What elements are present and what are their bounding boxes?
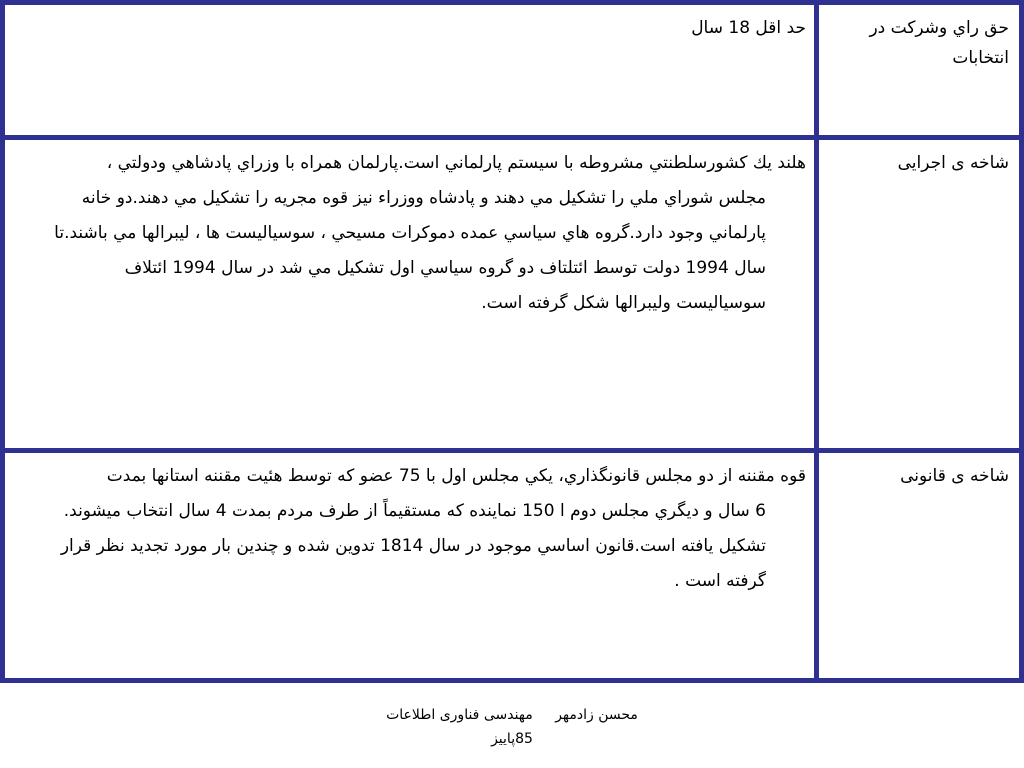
footer-author: محسن زادمهر	[555, 707, 638, 723]
row-content-voting-rights	[3, 3, 817, 138]
row-content-executive-branch	[3, 138, 817, 451]
footer-credit-line	[0, 703, 1024, 727]
row-label-legislative-branch: شاخه ی قانونی	[817, 451, 1022, 681]
content-first-line: هلند يك كشورسلطنتي مشروطه با سيستم پارلماني است.پارلمان همراه با وزراي پادشاهي ودولتي ،	[106, 153, 806, 173]
table-row	[3, 451, 1022, 681]
table-row	[3, 138, 1022, 451]
content-first-line: قوه مقننه از دو مجلس قانونگذاري، يكي مجلس اول با 75 عضو كه توسط هئيت مقننه استانها بمدت	[106, 466, 806, 486]
footer-season: 85پاییز	[491, 731, 533, 747]
row-content-legislative-branch	[3, 451, 817, 681]
table-row	[3, 3, 1022, 138]
content-rest: مجلس شوراي ملي را تشكيل مي دهند و پادشاه ووزراء نيز قوه مجريه را تشكيل مي دهند.دو خانه پارلماني وجود دارد.گروه هاي سياسي عمده دموكرات مسيحي ، سوسياليست ها ، ليبرالها مي باشند.تا سال 1994 دولت توسط ائتلتاف دو گروه سياسي اول تشكيل مي شد در سال 1994 ائتلاف سوسياليست وليبرالها شكل گرفته است.	[54, 188, 766, 313]
content-rest: 6 سال و ديگري مجلس دوم ا 150 نماينده كه مستقيماً از طرف مردم بمدت 4 سال انتخاب ميشوند. تشكيل يافته است.قانون اساسي موجود در سال 1814 تدوين شده و چندين بار مورد تجديد نظر قرار گرفته است .	[60, 501, 766, 591]
content-first-line: حد اقل 18 سال	[691, 18, 806, 38]
row-label-voting-rights: حق راي وشركت در انتخابات	[817, 3, 1022, 138]
slide-footer	[0, 703, 1024, 751]
row-label-executive-branch: شاخه ی اجرایی	[817, 138, 1022, 451]
footer-field: مهندسی فناوری اطلاعات	[386, 707, 533, 723]
